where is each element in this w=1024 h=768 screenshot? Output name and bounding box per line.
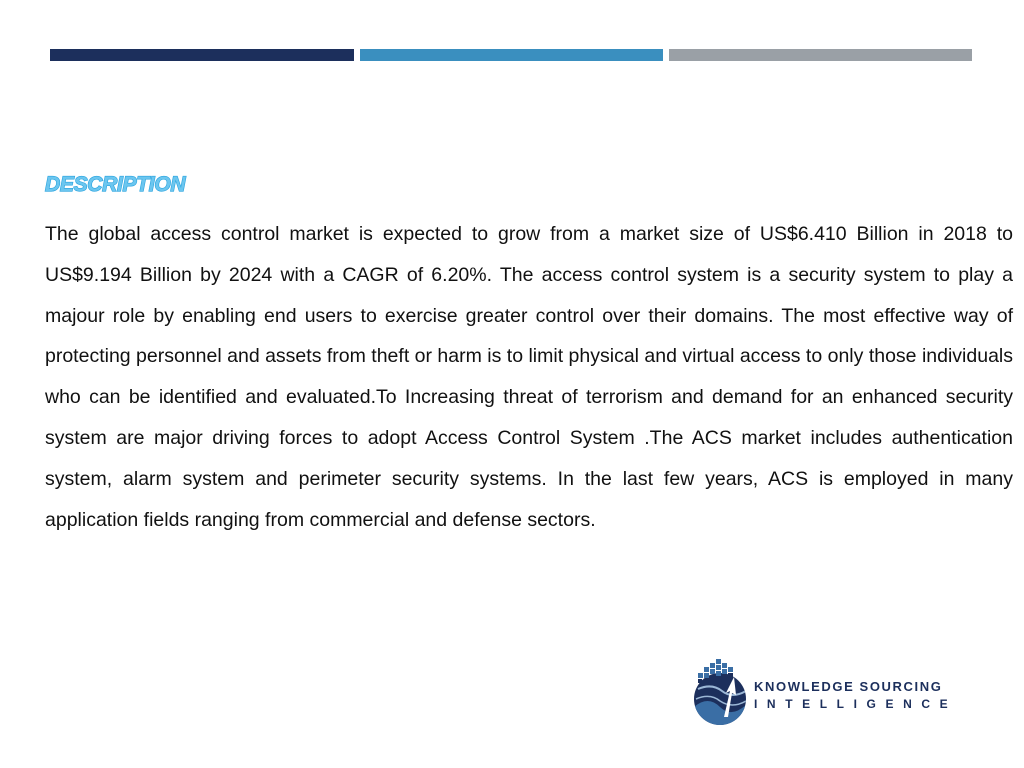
top-accent-bar-blue	[360, 49, 663, 61]
description-paragraph: The global access control market is expected to grow from a market size of US$6.410 Billion in 2018 to US$9.194 Billion by 2024 with a CAGR of 6.20%. The access control system is a security system to play a majour role by enabling end users to exercise greater control over their domains. The most effective way of protecting personnel and assets from theft or harm is to limit physical and virtual access to only those individuals who can be identified and evaluated.To Increasing threat of terrorism and demand for an enhanced security system are major driving forces to adopt Access Control System .The ACS market includes authentication system, alarm system and perimeter security systems. In the last few years, ACS is employed in many application fields ranging from commercial and defense sectors.	[45, 223, 1013, 531]
top-accent-bar-gray	[669, 49, 972, 61]
knowledge-sourcing-globe-icon	[690, 655, 754, 729]
logo-text-line2: INTELLIGENCE	[754, 697, 958, 711]
section-heading	[45, 173, 185, 197]
section-heading-text: DESCRIPTION	[45, 173, 186, 196]
company-logo	[690, 655, 958, 730]
top-accent-bar-navy	[50, 49, 354, 61]
logo-text-line1: KNOWLEDGE SOURCING	[754, 679, 943, 694]
